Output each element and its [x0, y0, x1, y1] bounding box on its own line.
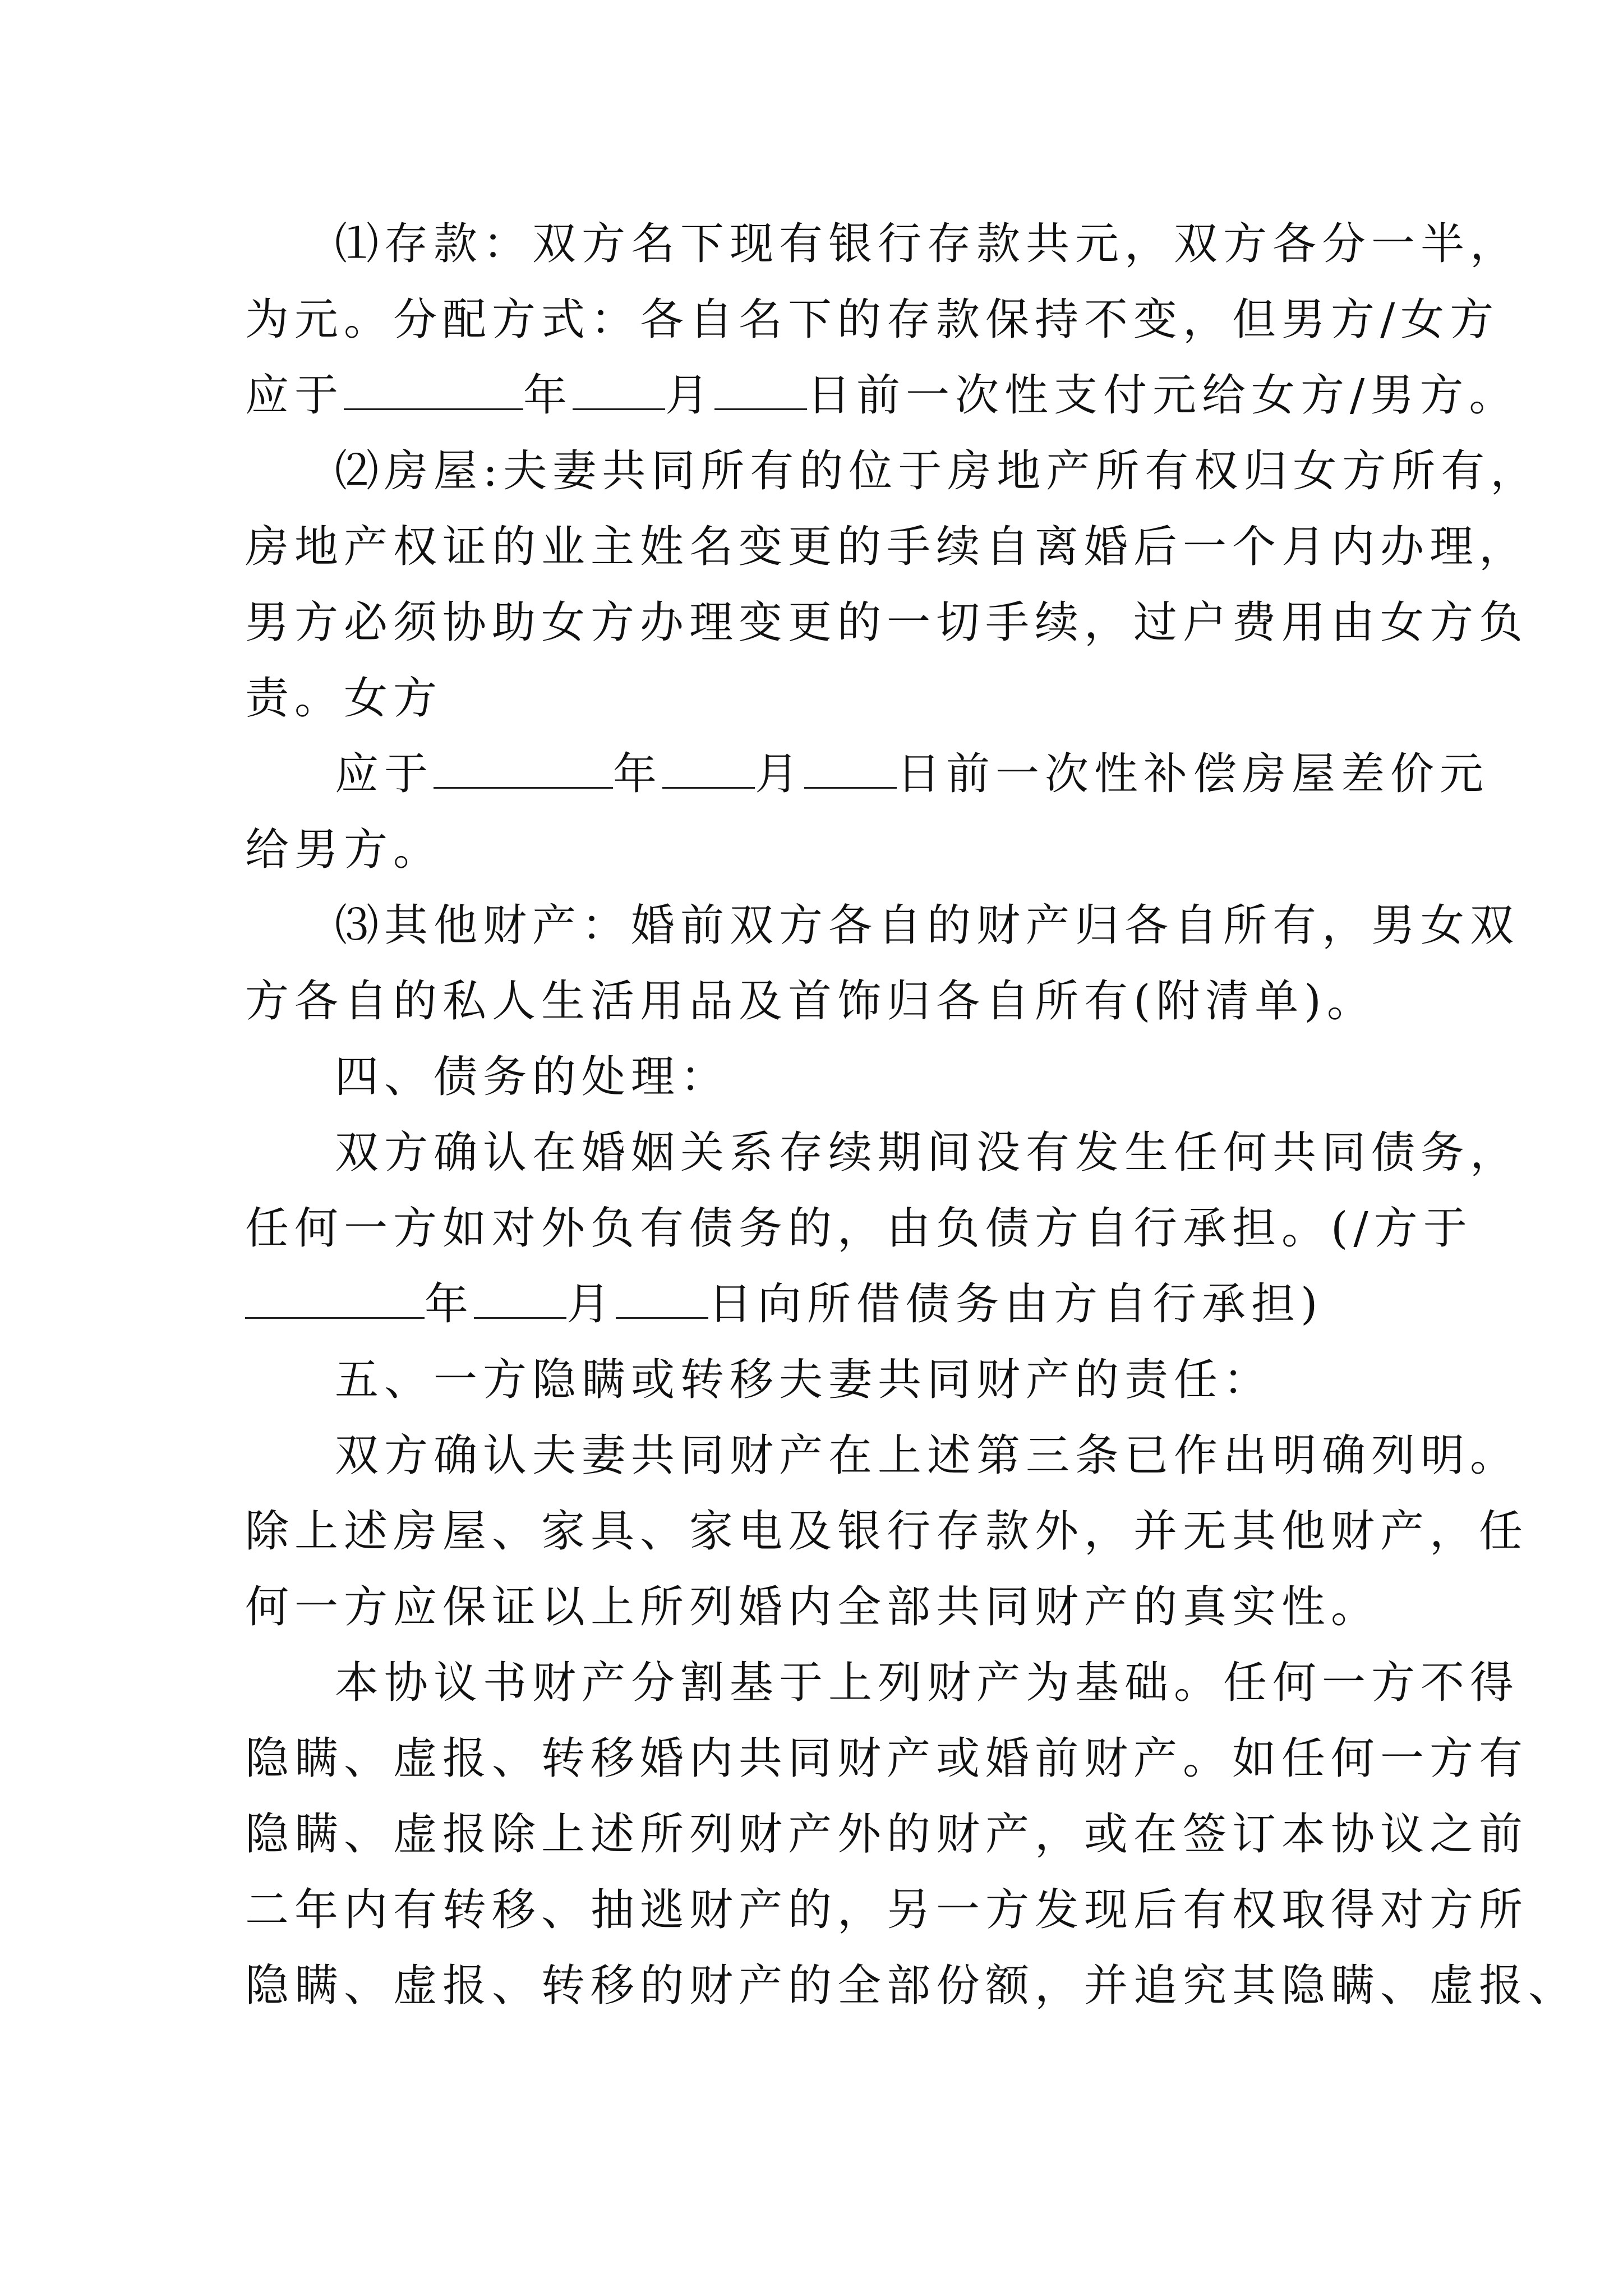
line-segment: 年 [425, 1279, 474, 1329]
section-heading: 四、债务的处理： [335, 1052, 730, 1102]
text-line: 双方确认在婚姻关系存续期间没有发生任何共同债务， [335, 1128, 1520, 1178]
line-segment: 应于 [335, 749, 434, 799]
text-line: 房地产权证的业主姓名变更的手续自离婚后一个月内办理， [245, 522, 1529, 572]
text-line: 本协议书财产分割基于上列财产为基础。任何一方不得 [335, 1658, 1520, 1708]
text-line: 二年内有转移、抽逃财产的，另一方发现后有权取得对方所 [245, 1885, 1529, 1935]
blank-year [344, 375, 523, 410]
line-segment: 月 [566, 1279, 616, 1329]
blank-year [434, 753, 613, 789]
text-line: 责。女方 [245, 673, 443, 724]
text-line: 隐瞒、虚报、转移婚内共同财产或婚前财产。如任何一方有 [245, 1733, 1529, 1784]
text-line: 除上述房屋、家具、家电及银行存款外，并无其他财产，任 [245, 1506, 1529, 1557]
text-line: 男方必须协助女方办理变更的一切手续，过户费用由女方负 [245, 597, 1529, 648]
line-segment: 月 [755, 749, 805, 799]
blank-day [714, 375, 807, 410]
text-line: 为元。分配方式：各自名下的存款保持不变，但男方/女方 [245, 295, 1500, 345]
text-line: ⑵房屋:夫妻共同所有的位于房地产所有权归女方所有， [335, 446, 1540, 496]
text-line-with-blanks [245, 358, 1519, 434]
text-line: ⑴存款：双方名下现有银行存款共元，双方各分一半， [335, 219, 1520, 269]
text-line: ⑶其他财产：婚前双方各自的财产归各自所有，男女双 [335, 900, 1520, 951]
blank-day [616, 1283, 708, 1319]
line-segment: 日向所借债务由方自行承担) [708, 1279, 1324, 1329]
blank-month [662, 753, 755, 789]
text-line: 何一方应保证以上所列婚内全部共同财产的真实性。 [245, 1582, 1381, 1632]
text-line: 隐瞒、虚报除上述所列财产外的财产，或在签订本协议之前 [245, 1809, 1529, 1860]
line-segment: 应于 [245, 370, 344, 421]
line-segment: 年 [613, 749, 663, 799]
text-line: 任何一方如对外负有债务的，由负债方自行承担。(/方于 [245, 1203, 1473, 1254]
blank-month [474, 1283, 566, 1319]
line-segment: 年 [523, 370, 573, 421]
text-line: 双方确认夫妻共同财产在上述第三条已作出明确列明。 [335, 1430, 1520, 1481]
blank-month [573, 375, 665, 410]
blank-day [804, 753, 897, 789]
text-line: 方各自的私人生活用品及首饰归各自所有(附清单)。 [245, 976, 1376, 1027]
text-line-with-blanks [245, 737, 1490, 812]
section-heading: 五、一方隐瞒或转移夫妻共同财产的责任： [335, 1355, 1273, 1405]
text-line: 隐瞒、虚报、转移的财产的全部份额，并追究其隐瞒、虚报、 [245, 1961, 1578, 2011]
line-segment: 月 [665, 370, 715, 421]
text-line: 给男方。 [245, 825, 443, 875]
document-body [245, 206, 1578, 2024]
text-line-with-blanks [245, 1267, 1384, 1342]
line-segment: 日前一次性支付元给女方/男方。 [807, 370, 1519, 421]
line-segment: 日前一次性补偿房屋差价元 [897, 749, 1490, 799]
blank-year [245, 1283, 425, 1319]
